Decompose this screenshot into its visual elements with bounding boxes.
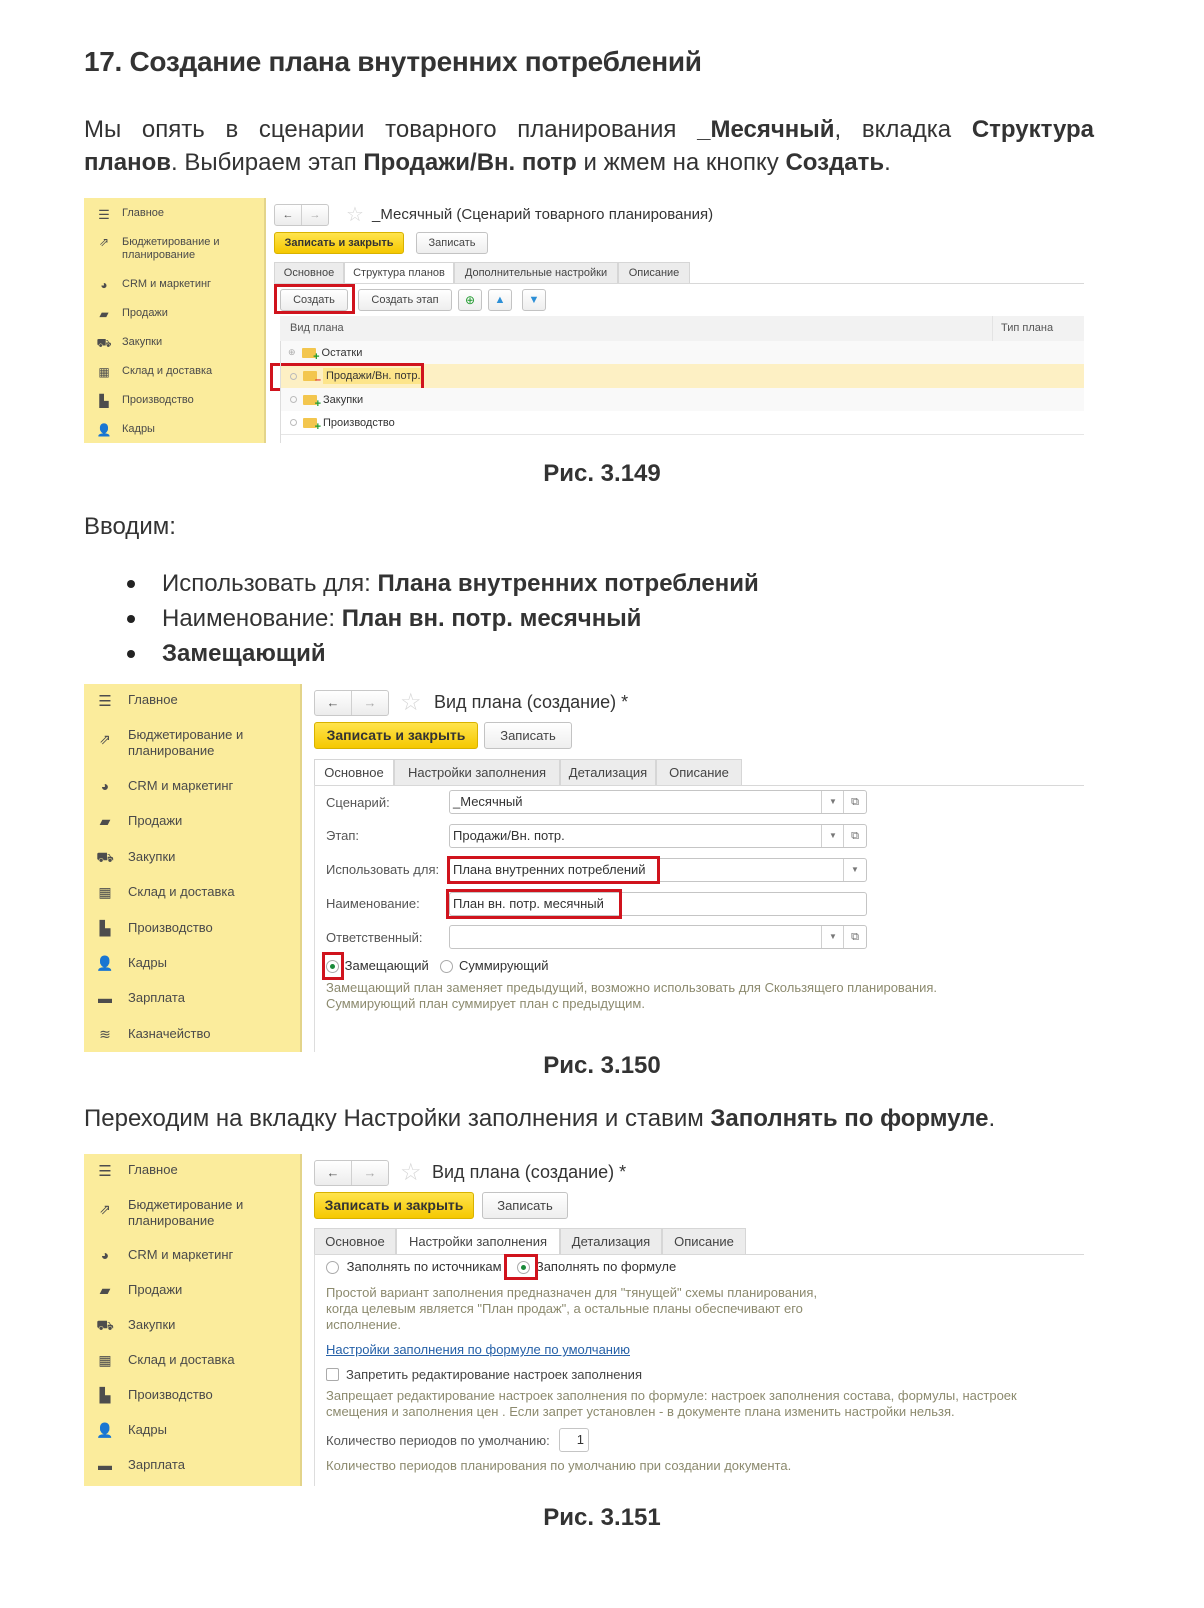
tree-node-icon (290, 419, 297, 426)
sidebar-item-payroll[interactable]: ▬ Зарплата (98, 1457, 185, 1473)
save-and-close-button[interactable]: Записать и закрыть (314, 722, 478, 749)
sidebar-item-main[interactable]: ☰ Главное (96, 692, 178, 710)
create-stage-button[interactable]: Создать этап (358, 289, 452, 311)
simple-fill-hint-3: исполнение. (326, 1317, 402, 1332)
sidebar-item-hr[interactable]: 👤 Кадры (96, 423, 155, 437)
folder-icon (302, 348, 316, 358)
radio-summing[interactable] (440, 960, 453, 973)
sidebar-item-purchases[interactable]: ⛟ Закупки (96, 849, 175, 868)
table-row[interactable]: + Производство (280, 411, 1084, 435)
scenario-field[interactable]: _Месячный ▼ ⧉ (449, 790, 867, 814)
input-values-list (84, 566, 759, 671)
open-icon[interactable]: ⧉ (843, 791, 866, 813)
create-button[interactable]: Создать (280, 289, 348, 311)
menu-lines-icon: ☰ (98, 1163, 112, 1180)
sidebar-item-treasury[interactable]: ≋ Казначейство (96, 1026, 210, 1043)
sidebar (84, 198, 266, 443)
tab-additional-settings[interactable]: Дополнительные настройки (454, 262, 618, 283)
highlight-create (274, 284, 355, 314)
figure-caption-3-149: Рис. 3.149 (543, 460, 661, 487)
periods-hint: Количество периодов планирования по умолчанию при создании документа. (326, 1458, 792, 1473)
enter-label: Вводим: (84, 513, 176, 540)
forward-arrow-icon[interactable]: → (301, 205, 328, 225)
sidebar-item-warehouse[interactable]: ▦ Склад и доставка (96, 884, 235, 901)
nav-buttons (314, 1160, 389, 1186)
tab-description[interactable]: Описание (662, 1228, 746, 1254)
radio-fill-by-sources[interactable] (326, 1261, 339, 1274)
highlight-fill-by-formula (504, 1254, 538, 1280)
open-icon[interactable]: ⧉ (843, 926, 866, 948)
figure-3-149-screenshot (84, 198, 1084, 443)
forbid-editing-label: Запретить редактирование настроек заполнения (346, 1367, 642, 1382)
table-row[interactable]: + Закупки (280, 388, 1084, 411)
name-label: Наименование: (326, 896, 420, 911)
copy-add-icon[interactable]: ⊕ (458, 289, 482, 311)
sidebar (84, 1154, 302, 1486)
sidebar-item-sales[interactable]: ▰ Продажи (96, 813, 182, 830)
tab-plan-structure[interactable]: Структура планов (344, 262, 454, 283)
table-header (280, 316, 1084, 341)
column-plan-type: Вид плана (290, 322, 344, 334)
save-button[interactable]: Записать (484, 722, 572, 749)
sidebar-item-hr[interactable]: 👤 Кадры (96, 955, 167, 971)
wallet-card-icon: ▬ (98, 990, 112, 1006)
figure-3-151-screenshot (84, 1154, 1084, 1486)
tab-bar (274, 262, 1084, 284)
shopping-bag-icon: ▰ (99, 307, 109, 321)
back-arrow-icon[interactable]: ← (326, 1165, 340, 1180)
move-up-icon[interactable]: ▲ (488, 289, 512, 311)
favorite-star-icon[interactable]: ☆ (346, 204, 364, 226)
tab-main[interactable]: Основное (314, 1228, 396, 1254)
responsible-field[interactable] (449, 925, 867, 949)
list-item: Использовать для: Плана внутренних потреблений (162, 566, 759, 601)
dropdown-arrow-icon[interactable]: ▼ (821, 825, 844, 847)
highlight-use-for (447, 856, 660, 884)
nav-buttons (314, 690, 389, 716)
favorite-star-icon[interactable]: ☆ (400, 689, 422, 716)
sidebar-item-hr[interactable]: 👤 Кадры (96, 1422, 167, 1438)
plan-mode-hint-2: Суммирующий план суммирует план с предыдущим. (326, 996, 645, 1011)
sidebar-item-main[interactable]: ☰ Главное (96, 1162, 178, 1180)
form-panel (314, 684, 1084, 1052)
forbid-editing-checkbox[interactable] (326, 1368, 339, 1381)
factory-icon: ▙ (99, 394, 109, 408)
periods-label: Количество периодов по умолчанию: (326, 1433, 550, 1448)
cart-icon: ⛟ (96, 336, 112, 350)
back-arrow-icon[interactable]: ← (282, 209, 294, 221)
nav-buttons (274, 204, 329, 226)
name-input[interactable]: План вн. потр. месячный (449, 892, 867, 916)
default-formula-settings-link[interactable]: Настройки заполнения по формуле по умолчанию (326, 1342, 630, 1357)
cart-icon: ⛟ (96, 1317, 114, 1333)
warehouse-grid-icon: ▦ (98, 1352, 112, 1368)
section-heading: 17. Создание плана внутренних потреблений (84, 46, 702, 77)
sidebar-item-production[interactable]: ▙ Производство (96, 1387, 213, 1404)
use-for-select[interactable]: Плана внутренних потреблений ▼ (449, 858, 867, 882)
panel-left-border (314, 1254, 315, 1486)
warehouse-grid-icon: ▦ (98, 884, 112, 900)
sidebar-item-payroll[interactable]: ▬ Зарплата (98, 990, 185, 1006)
person-icon: 👤 (96, 423, 112, 437)
dropdown-arrow-icon[interactable]: ▼ (821, 926, 844, 948)
responsible-label: Ответственный: (326, 930, 423, 945)
menu-lines-icon: ☰ (98, 693, 112, 710)
move-down-icon[interactable]: ▼ (522, 289, 546, 311)
sidebar-item-crm[interactable]: ◕ CRM и маркетинг (96, 1247, 233, 1263)
sidebar-item-purchases[interactable]: ⛟ Закупки (96, 1317, 175, 1336)
sidebar (84, 684, 302, 1052)
tab-main[interactable]: Основное (314, 759, 394, 785)
budget-chart-icon: ⇗ (99, 1201, 111, 1217)
warehouse-grid-icon: ▦ (98, 365, 110, 379)
tab-fill-settings[interactable]: Настройки заполнения (394, 759, 560, 785)
save-button[interactable]: Записать (482, 1192, 568, 1219)
list-item: Замещающий (162, 636, 759, 671)
use-for-label: Использовать для: (326, 862, 440, 877)
plan-mode-radio-group: Замещающий Суммирующий (326, 958, 548, 973)
window-title: _Месячный (Сценарий товарного планирования) (372, 206, 714, 223)
save-and-close-button[interactable]: Записать и закрыть (314, 1192, 474, 1219)
column-plan-kind: Тип плана (992, 316, 1053, 341)
intro-line-2: планов. Выбираем этап Продажи/Вн. потр и жмем на кнопку Создать. (84, 149, 891, 176)
sidebar-item-crm[interactable]: ◕ CRM и маркетинг (96, 278, 211, 292)
highlight-name (446, 889, 622, 919)
budget-chart-icon: ⇗ (98, 235, 110, 249)
forward-arrow-icon[interactable]: → (351, 691, 388, 715)
panel-left-border (314, 785, 315, 1052)
budget-chart-icon: ⇗ (99, 731, 111, 747)
periods-input[interactable]: 1 (559, 1428, 589, 1452)
tab-description[interactable]: Описание (656, 759, 742, 785)
stage-field[interactable]: Продажи/Вн. потр. ▼ ⧉ (449, 824, 867, 848)
sidebar-item-warehouse[interactable]: ▦ Склад и доставка (96, 1352, 235, 1369)
simple-fill-hint-2: когда целевым является "План продаж", а остальные планы обеспечивают его (326, 1301, 803, 1316)
dropdown-arrow-icon[interactable]: ▼ (843, 859, 866, 881)
fill-settings-paragraph: Переходим на вкладку Настройки заполнения и ставим Заполнять по формуле. (84, 1105, 996, 1132)
form-panel (274, 198, 1084, 443)
intro-line-1: Мы опять в сценарии товарного планирования _Месячный, вкладка Структура (84, 116, 1094, 143)
sidebar-item-budgeting[interactable]: ⇗ Бюджетирование и планирование (96, 727, 243, 759)
tab-detailing[interactable]: Детализация (560, 759, 656, 785)
shopping-bag-icon: ▰ (99, 813, 111, 829)
form-panel (314, 1154, 1084, 1486)
favorite-star-icon[interactable]: ☆ (400, 1159, 422, 1186)
tab-bar (314, 759, 1084, 786)
back-arrow-icon[interactable]: ← (326, 695, 340, 710)
forbid-hint-1: Запрещает редактирование настроек заполнения по формуле: настроек заполнения состава, формулы, настроек (326, 1388, 1017, 1403)
factory-icon: ▙ (99, 920, 111, 936)
folder-icon (303, 418, 317, 428)
person-icon: 👤 (96, 955, 114, 971)
forbid-hint-2: смещения и заполнения цен . Если запрет установлен - в документе плана изменить настройки нельзя. (326, 1404, 955, 1419)
save-button[interactable]: Записать (416, 232, 488, 254)
open-icon[interactable]: ⧉ (843, 825, 866, 847)
highlight-sales-stage (270, 363, 424, 391)
sidebar-item-warehouse[interactable]: ▦ Склад и доставка (96, 365, 212, 379)
tree-node-icon (290, 396, 297, 403)
factory-icon: ▙ (99, 1387, 111, 1403)
figure-caption-3-150: Рис. 3.150 (543, 1052, 661, 1079)
tab-detailing[interactable]: Детализация (560, 1228, 662, 1254)
table-row[interactable]: ⊕ + Остатки (280, 341, 1084, 364)
expand-icon[interactable]: ⊕ (288, 347, 296, 357)
figure-caption-3-151: Рис. 3.151 (543, 1504, 661, 1531)
sidebar-item-budgeting[interactable]: ⇗ Бюджетирование и планирование (96, 236, 220, 262)
wallet-card-icon: ▬ (98, 1457, 112, 1473)
shopping-bag-icon: ▰ (99, 1282, 111, 1298)
figure-3-150-screenshot (84, 684, 1084, 1052)
simple-fill-hint-1: Простой вариант заполнения предназначен для "тянущей" схемы планирования, (326, 1285, 818, 1300)
cart-icon: ⛟ (96, 849, 114, 865)
forward-arrow-icon[interactable]: → (351, 1161, 388, 1185)
highlight-replacing (322, 952, 344, 980)
save-and-close-button[interactable]: Записать и закрыть (274, 232, 404, 254)
pie-chart-icon: ◕ (100, 1247, 110, 1263)
sidebar-item-main[interactable]: ☰ Главное (96, 207, 164, 223)
window-title: Вид плана (создание) * (432, 1162, 627, 1182)
sidebar-item-crm[interactable]: ◕ CRM и маркетинг (96, 778, 233, 794)
scenario-label: Сценарий: (326, 795, 390, 810)
tab-bar (314, 1228, 1084, 1255)
folder-icon (303, 395, 317, 405)
table-left-border (280, 341, 281, 443)
sidebar-item-sales[interactable]: ▰ Продажи (96, 1282, 182, 1299)
window-title: Вид плана (создание) * (434, 692, 629, 712)
fill-mode-radio-group: Заполнять по источникам Заполнять по формуле (326, 1259, 676, 1274)
tab-main[interactable]: Основное (274, 262, 344, 283)
table-row-selected[interactable]: – Продажи/Вн. потр. (280, 364, 1084, 388)
person-icon: 👤 (96, 1422, 114, 1438)
sidebar-item-sales[interactable]: ▰ Продажи (96, 307, 168, 321)
plan-mode-hint-1: Замещающий план заменяет предыдущий, возможно использовать для Скользящего планирования. (326, 980, 938, 995)
menu-lines-icon: ☰ (98, 207, 110, 222)
pie-chart-icon: ◕ (100, 778, 110, 794)
dropdown-arrow-icon[interactable]: ▼ (821, 791, 844, 813)
sidebar-item-production[interactable]: ▙ Производство (96, 920, 213, 937)
list-item: Наименование: План вн. потр. месячный (162, 601, 759, 636)
sidebar-item-budgeting[interactable]: ⇗ Бюджетирование и планирование (96, 1197, 243, 1229)
intro-paragraph (84, 113, 1094, 179)
stage-label: Этап: (326, 828, 360, 843)
tab-description[interactable]: Описание (618, 262, 690, 283)
sidebar-item-production[interactable]: ▙ Производство (96, 394, 194, 408)
pie-chart-icon: ◕ (100, 278, 108, 292)
sidebar-item-purchases[interactable]: ⛟ Закупки (96, 336, 163, 350)
coins-stack-icon: ≋ (99, 1026, 111, 1042)
tab-fill-settings[interactable]: Настройки заполнения (396, 1228, 560, 1254)
